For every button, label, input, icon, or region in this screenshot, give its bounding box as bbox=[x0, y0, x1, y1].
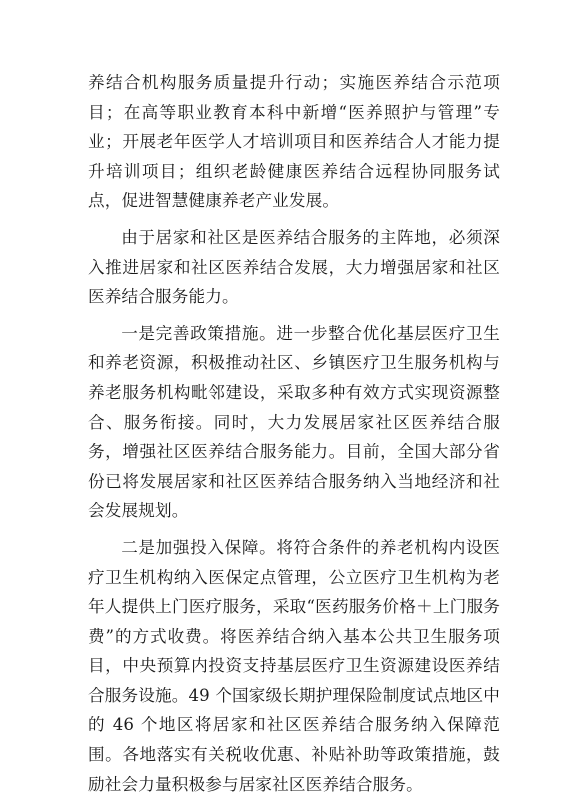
paragraph-continued: 养结合机构服务质量提升行动；实施医养结合示范项目；在高等职业教育本科中新增“医养照护与管理”专业；开展老年医学人才培训项目和医养结合人才能力提升培训项目；组织老龄健康医养结合远程协同服务试点，促进智慧健康养老产业发展。 bbox=[88, 73, 500, 211]
document-body bbox=[88, 68, 500, 806]
paragraph-home-community: 由于居家和社区是医养结合服务的主阵地，必须深入推进居家和社区医养结合发展，大力增强居家和社区医养结合服务能力。 bbox=[88, 227, 500, 307]
paragraph-investment-guarantee: 二是加强投入保障。将符合条件的养老机构内设医疗卫生机构纳入医保定点管理，公立医疗卫生机构为老年人提供上门医疗服务，采取“医药服务价格＋上门服务费”的方式收费。将医养结合纳入基本公共卫生服务项目，中央预算内投资支持基层医疗卫生资源建设医养结合服务设施。49 个国家级长期护理保险制度试点地区中的 46 个地区将居家和社区医养结合服务纳入保障范围。各地落实有关税收优惠、补贴补助等政策措施，鼓励社会力量积极参与居家社区医养结合服务。 bbox=[88, 537, 500, 794]
paragraph-policy-measures: 一是完善政策措施。进一步整合优化基层医疗卫生和养老资源，积极推动社区、乡镇医疗卫生服务机构与养老服务机构毗邻建设，采取多种有效方式实现资源整合、服务衔接。同时，大力发展居家社区医养结合服务，增强社区医养结合服务能力。目前，全国大部分省份已将发展居家和社区医养结合服务纳入当地经济和社会发展规划。 bbox=[88, 323, 500, 521]
